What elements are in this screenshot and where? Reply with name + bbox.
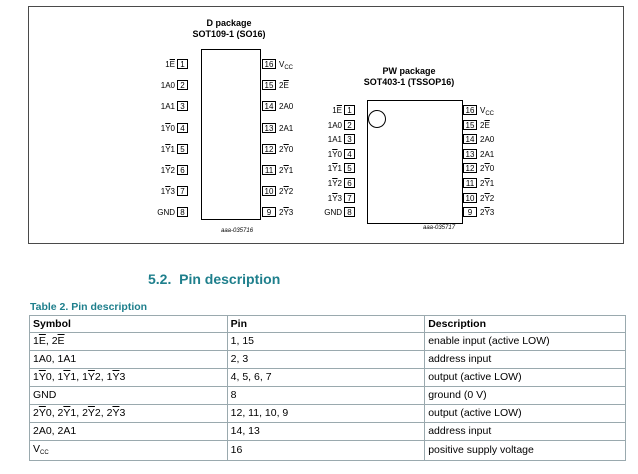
table-row <box>30 423 626 441</box>
cell-description: ground (0 V) <box>425 387 626 405</box>
d-pin-label-5: $1\overline{Y}1$ <box>160 144 175 154</box>
d-pin-label-14: 2A0 <box>279 102 294 112</box>
pw-pin-label-7: $1\overline{Y}3$ <box>327 193 342 203</box>
table-caption: Table 2. Pin description <box>30 301 148 313</box>
cell-pin: 14, 13 <box>227 423 425 441</box>
cell-description: output (active LOW) <box>425 405 626 423</box>
d-pin-number-7: 7 <box>177 186 188 196</box>
cell-symbol: $1\overline{E}$, $2\overline{E}$ <box>30 333 228 351</box>
pw-pin-number-5: 5 <box>344 163 355 173</box>
pw-pin-number-3: 3 <box>344 134 355 144</box>
d-pin-label-4: $1\overline{Y}0$ <box>160 123 175 133</box>
d-package-ref: aaa-035716 <box>221 228 254 234</box>
cell-description: address input <box>425 351 626 369</box>
pw-pin-label-11: $2\overline{Y}1$ <box>480 179 495 188</box>
d-pin-number-16: 16 <box>262 59 276 69</box>
table-row <box>30 387 626 405</box>
d-pin-number-4: 4 <box>177 123 188 133</box>
cell-pin: 4, 5, 6, 7 <box>227 369 425 387</box>
d-package-title <box>169 18 289 40</box>
pw-pin-label-4: $1\overline{Y}0$ <box>327 149 342 159</box>
pw-package-ref: aaa-035717 <box>423 225 456 231</box>
d-pin-label-8: GND <box>157 208 175 218</box>
table-header-row <box>30 316 626 333</box>
pin1-marker-dot <box>368 110 386 128</box>
cell-symbol: $2\overline{Y}0$, $2\overline{Y}1$, $2\overline{Y}2$, $2\overline{Y}3$ <box>30 405 228 423</box>
d-package-code: SOT109-1 (SO16) <box>192 29 266 39</box>
pw-pin-label-14: 2A0 <box>480 135 495 145</box>
pin-description-table <box>29 315 626 461</box>
d-pin-label-7: $1\overline{Y}3$ <box>160 187 175 197</box>
pw-pin-label-2: 1A0 <box>327 120 342 130</box>
table-body <box>30 333 626 461</box>
pw-pin-number-7: 7 <box>344 193 355 203</box>
pw-pin-number-6: 6 <box>344 178 355 188</box>
pw-pin-number-2: 2 <box>344 120 355 130</box>
d-pin-number-15: 15 <box>262 80 276 90</box>
d-pin-label-9: $2\overline{Y}3$ <box>279 208 294 218</box>
pw-pin-number-16: 16 <box>463 105 477 115</box>
pw-pin-label-3: 1A1 <box>327 135 342 145</box>
pw-pin-number-14: 14 <box>463 134 477 144</box>
pw-pin-label-13: 2A1 <box>480 149 495 159</box>
d-pin-number-5: 5 <box>177 144 188 154</box>
d-pin-number-2: 2 <box>177 80 188 90</box>
d-pin-number-10: 10 <box>262 186 276 196</box>
pw-package-title <box>349 66 469 88</box>
d-pin-label-2: 1A0 <box>160 81 175 91</box>
pw-pin-number-4: 4 <box>344 149 355 159</box>
header-description: Description <box>425 316 626 333</box>
d-pin-label-11: $2\overline{Y}1$ <box>279 166 294 175</box>
cell-description: address input <box>425 423 626 441</box>
pw-pin-label-10: $2\overline{Y}2$ <box>480 193 495 203</box>
cell-pin: 1, 15 <box>227 333 425 351</box>
d-pin-number-12: 12 <box>262 144 276 154</box>
pw-pin-number-1: 1 <box>344 105 355 115</box>
d-pin-number-11: 11 <box>262 165 276 175</box>
d-pin-label-1: $1\overline{E}$ <box>165 60 175 69</box>
pw-pin-number-13: 13 <box>463 149 477 159</box>
d-pin-number-8: 8 <box>177 207 188 217</box>
d-pin-number-1: 1 <box>177 59 188 69</box>
cell-description: positive supply voltage <box>425 441 626 461</box>
pinout-figure <box>28 6 624 244</box>
table-row <box>30 405 626 423</box>
cell-description: enable input (active LOW) <box>425 333 626 351</box>
section-title: Pin description <box>179 271 281 287</box>
pw-pin-number-15: 15 <box>463 120 477 130</box>
cell-symbol: $V_{CC}$ <box>30 441 228 461</box>
d-pin-label-10: $2\overline{Y}2$ <box>279 187 294 197</box>
d-pin-number-14: 14 <box>262 101 276 111</box>
d-pin-number-13: 13 <box>262 123 276 133</box>
pw-pin-label-1: $1\overline{E}$ <box>332 106 342 115</box>
cell-description: output (active LOW) <box>425 369 626 387</box>
d-pin-label-12: $2\overline{Y}0$ <box>279 144 294 154</box>
pw-pin-number-9: 9 <box>463 207 477 217</box>
pw-pin-label-12: $2\overline{Y}0$ <box>480 164 495 174</box>
cell-pin: 16 <box>227 441 425 461</box>
cell-symbol: GND <box>30 387 228 405</box>
section-heading <box>148 271 280 287</box>
pw-pin-label-8: GND <box>324 208 342 218</box>
pw-pin-number-11: 11 <box>463 178 477 188</box>
table-row <box>30 369 626 387</box>
cell-pin: 2, 3 <box>227 351 425 369</box>
d-pin-label-13: 2A1 <box>279 123 294 133</box>
cell-symbol: $1\overline{Y}0$, $1\overline{Y}1$, $1\overline{Y}2$, $1\overline{Y}3$ <box>30 369 228 387</box>
table-row <box>30 351 626 369</box>
d-pin-number-3: 3 <box>177 101 188 111</box>
pw-pin-number-12: 12 <box>463 163 477 173</box>
cell-symbol: 1A0, 1A1 <box>30 351 228 369</box>
d-pin-label-15: $2\overline{E}$ <box>279 81 289 91</box>
section-number: 5.2. <box>148 271 172 287</box>
header-pin: Pin <box>227 316 425 333</box>
pw-package-name: PW package <box>382 66 436 76</box>
pw-pin-label-5: $1\overline{Y}1$ <box>327 164 342 174</box>
pw-pin-label-9: $2\overline{Y}3$ <box>480 208 495 218</box>
pw-pin-label-16: $V_{CC}$ <box>480 106 495 117</box>
d-package-name: D package <box>206 18 252 28</box>
table-row <box>30 441 626 461</box>
pw-pin-label-15: $2\overline{E}$ <box>480 120 490 130</box>
header-symbol: Symbol <box>30 316 228 333</box>
d-pin-label-6: $1\overline{Y}2$ <box>160 166 175 175</box>
table-row <box>30 333 626 351</box>
pw-pin-label-6: $1\overline{Y}2$ <box>327 179 342 188</box>
d-pin-number-9: 9 <box>262 207 276 217</box>
pw-package-code: SOT403-1 (TSSOP16) <box>363 77 455 87</box>
d-pin-label-3: 1A1 <box>160 102 175 112</box>
cell-symbol: 2A0, 2A1 <box>30 423 228 441</box>
d-pin-number-6: 6 <box>177 165 188 175</box>
pw-pin-number-10: 10 <box>463 193 477 203</box>
cell-pin: 8 <box>227 387 425 405</box>
d-pin-label-16: $V_{CC}$ <box>279 60 294 71</box>
pw-pin-number-8: 8 <box>344 207 355 217</box>
d-package-body <box>201 49 261 220</box>
cell-pin: 12, 11, 10, 9 <box>227 405 425 423</box>
